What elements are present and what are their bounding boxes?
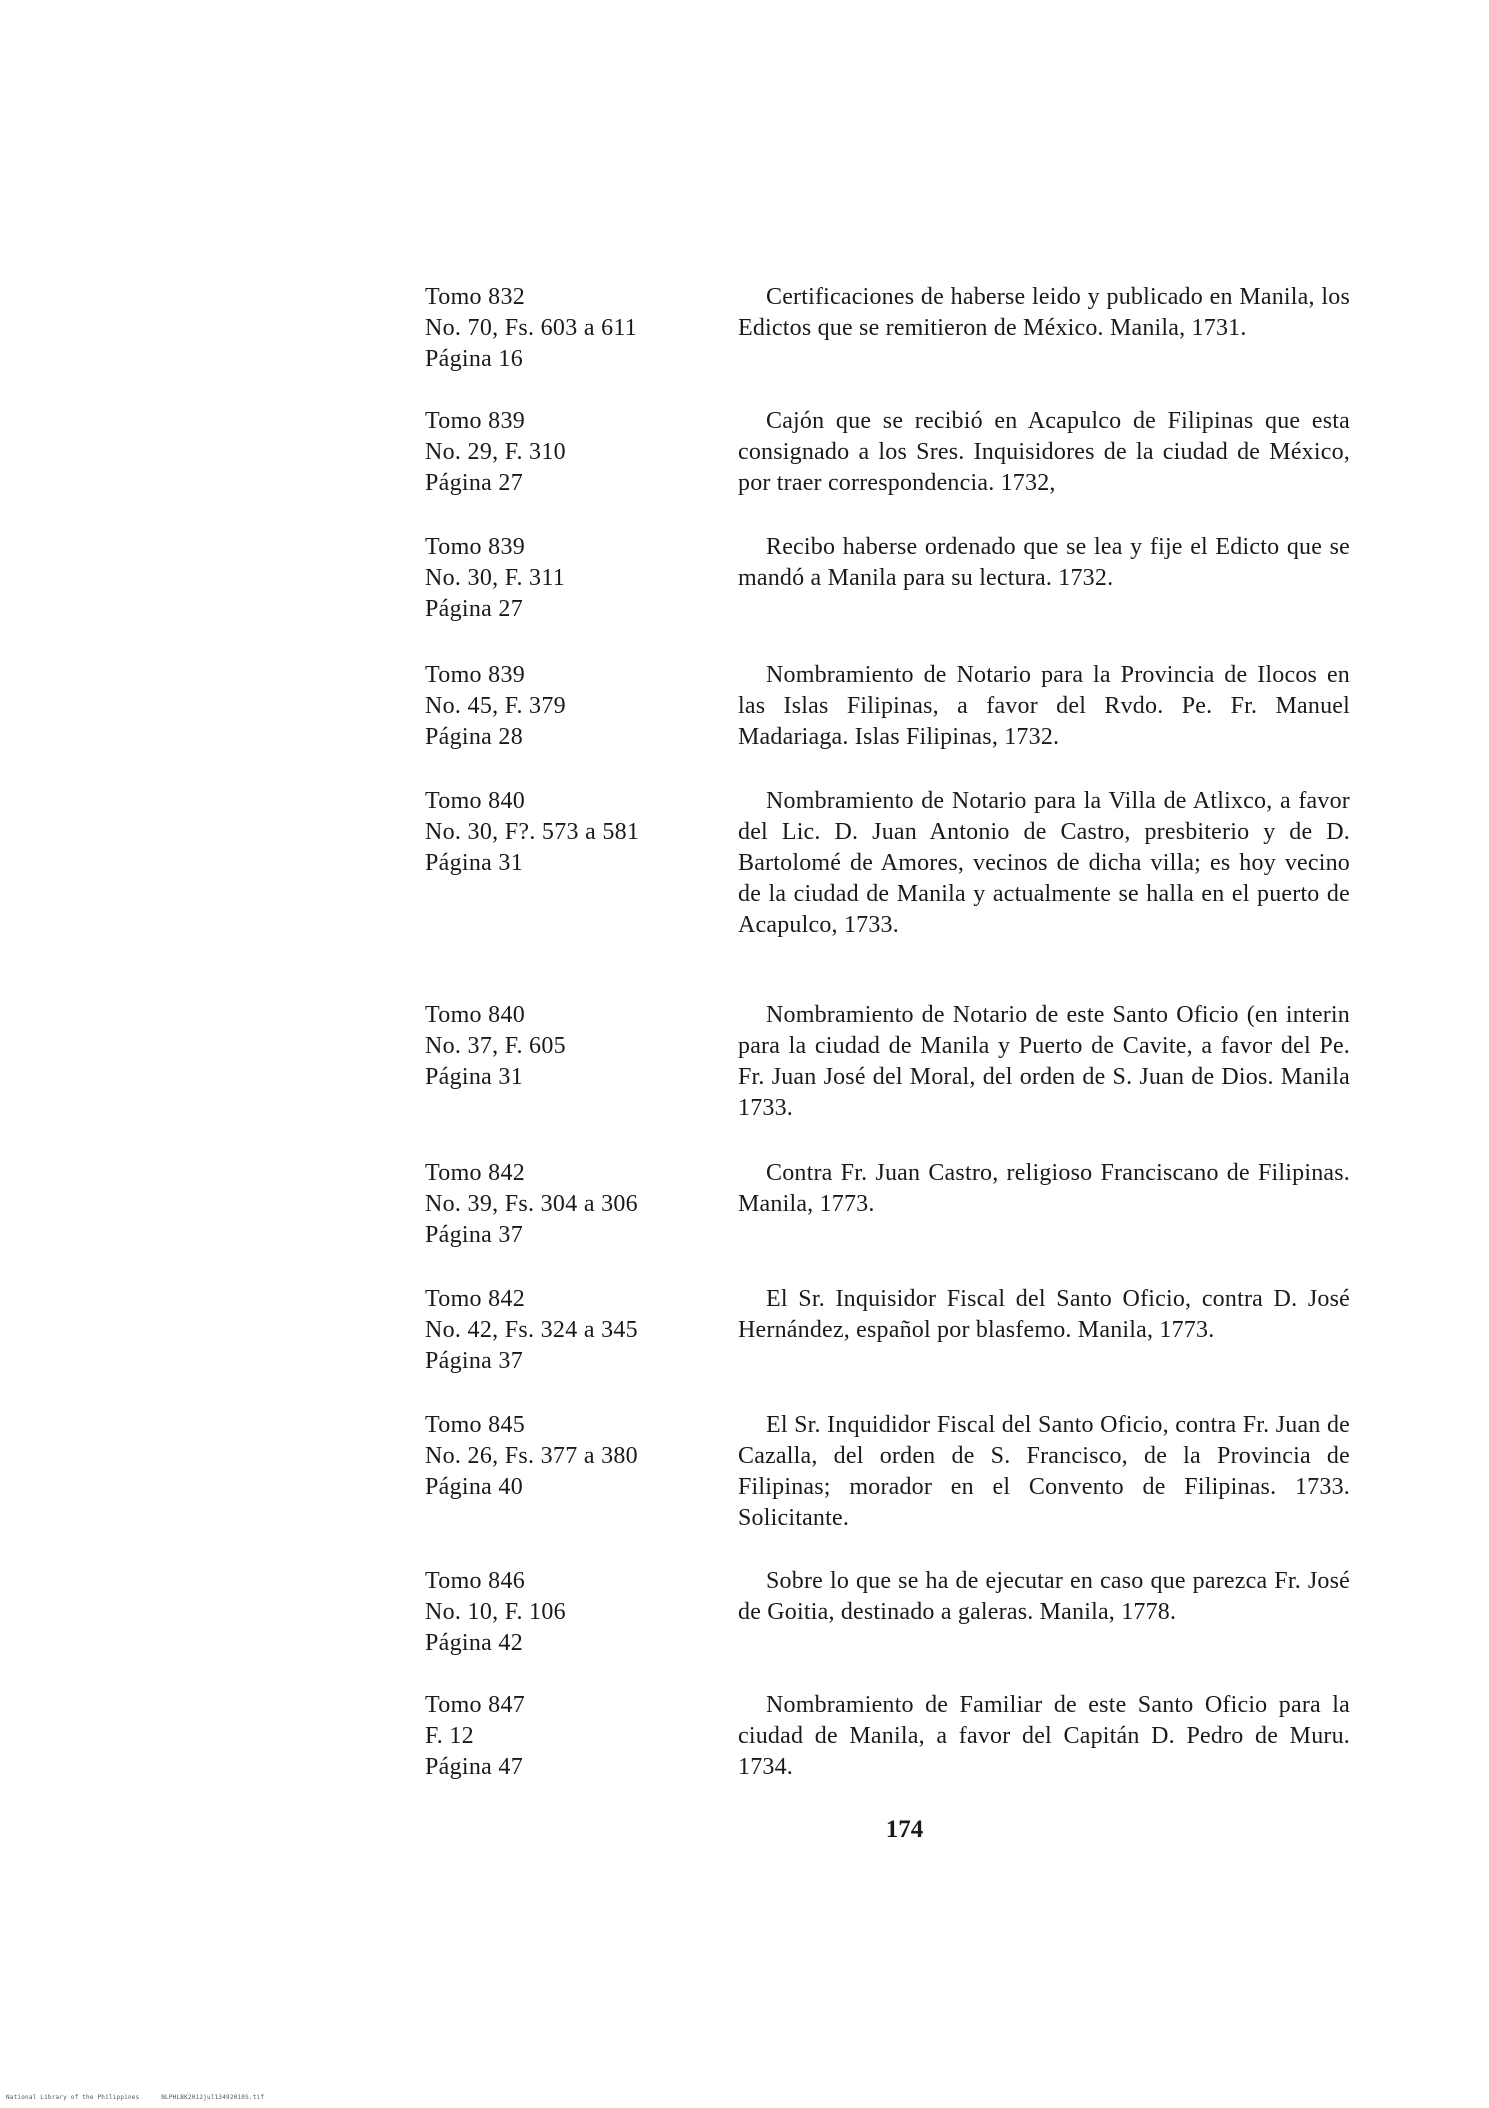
entry-description: Nombramiento de Notario para la Provincia de Ilocos en las Islas Filipinas, a favor del Rvdo. Pe. Fr. Manuel Madariaga. Islas Filipinas, 1732. bbox=[738, 662, 1350, 750]
page-line: Página 37 bbox=[425, 1348, 524, 1374]
folio-line: No. 29, F. 310 bbox=[425, 439, 566, 465]
entry-reference bbox=[425, 1158, 725, 1251]
entry-reference bbox=[425, 406, 725, 499]
entry-description: Nombramiento de Notario para la Villa de Atlixco, a favor del Lic. D. Juan Antonio de Castro, presbiterio y de D. Bartolomé de Amores, vecinos de dicha villa; es hoy vecino de la ciudad de Manila y actualmente se halla en el puerto de Acapulco, 1733. bbox=[738, 788, 1350, 938]
page-line: Página 40 bbox=[425, 1474, 524, 1500]
entry-reference bbox=[425, 1410, 725, 1503]
entry-reference bbox=[425, 660, 725, 753]
folio-line: F. 12 bbox=[425, 1723, 474, 1749]
entry-description: Nombramiento de Notario de este Santo Oficio (en interin para la ciudad de Manila y Puerto de Cavite, a favor del Pe. Fr. Juan José del Moral, del orden de S. Juan de Dios. Manila 1733. bbox=[738, 1002, 1350, 1121]
folio-line: No. 70, Fs. 603 a 611 bbox=[425, 315, 638, 341]
page-number-text: 174 bbox=[885, 1816, 924, 1843]
entry-description: Cajón que se recibió en Acapulco de Filipinas que esta consignado a los Sres. Inquisidores de la ciudad de México, por traer correspondencia. 1732, bbox=[738, 408, 1350, 496]
tomo-line: Tomo 840 bbox=[425, 1002, 526, 1028]
folio-line: No. 45, F. 379 bbox=[425, 693, 566, 719]
folio-line: No. 30, F. 311 bbox=[425, 565, 566, 591]
tomo-line: Tomo 842 bbox=[425, 1160, 526, 1186]
entry-reference bbox=[425, 1566, 725, 1659]
entry-description: Contra Fr. Juan Castro, religioso Franciscano de Filipinas. Manila, 1773. bbox=[738, 1160, 1350, 1217]
entry-reference bbox=[425, 532, 725, 625]
entry-description: El Sr. Inquisidor Fiscal del Santo Oficio, contra D. José Hernández, español por blasfemo. Manila, 1773. bbox=[738, 1286, 1350, 1343]
tomo-line: Tomo 839 bbox=[425, 534, 526, 560]
folio-line: No. 26, Fs. 377 a 380 bbox=[425, 1443, 638, 1469]
tomo-line: Tomo 842 bbox=[425, 1286, 526, 1312]
entry-description: Recibo haberse ordenado que se lea y fije el Edicto que se mandó a Manila para su lectura. 1732. bbox=[738, 534, 1350, 591]
page-line: Página 28 bbox=[425, 724, 524, 750]
tomo-line: Tomo 847 bbox=[425, 1692, 526, 1718]
entry-reference bbox=[425, 282, 725, 375]
entry-description: Certificaciones de haberse leido y publicado en Manila, los Edictos que se remitieron de México. Manila, 1731. bbox=[738, 284, 1350, 341]
tomo-line: Tomo 839 bbox=[425, 408, 526, 434]
footer-library: National Library of the Philippines bbox=[6, 2094, 140, 2101]
tomo-line: Tomo 845 bbox=[425, 1412, 526, 1438]
folio-line: No. 30, F?. 573 a 581 bbox=[425, 819, 640, 845]
page-line: Página 27 bbox=[425, 596, 524, 622]
entry-description: Sobre lo que se ha de ejecutar en caso que parezca Fr. José de Goitia, destinado a galeras. Manila, 1778. bbox=[738, 1568, 1350, 1625]
folio-line: No. 10, F. 106 bbox=[425, 1599, 566, 1625]
page-line: Página 47 bbox=[425, 1754, 524, 1780]
folio-line: No. 37, F. 605 bbox=[425, 1033, 566, 1059]
scan-footer bbox=[6, 2094, 282, 2101]
page-line: Página 27 bbox=[425, 470, 524, 496]
tomo-line: Tomo 840 bbox=[425, 788, 526, 814]
folio-line: No. 39, Fs. 304 a 306 bbox=[425, 1191, 638, 1217]
page-number bbox=[0, 1816, 1489, 1844]
entry-reference bbox=[425, 786, 725, 879]
page-line: Página 16 bbox=[425, 346, 524, 372]
entry-reference bbox=[425, 1284, 725, 1377]
tomo-line: Tomo 839 bbox=[425, 662, 526, 688]
entry-reference bbox=[425, 1000, 725, 1093]
page-line: Página 31 bbox=[425, 1064, 524, 1090]
entry-description: Nombramiento de Familiar de este Santo Oficio para la ciudad de Manila, a favor del Capitán D. Pedro de Muru. 1734. bbox=[738, 1692, 1350, 1780]
tomo-line: Tomo 832 bbox=[425, 284, 526, 310]
entry-reference bbox=[425, 1690, 725, 1783]
footer-file: NLPHLBK2012jul13492010S.tif bbox=[161, 2094, 265, 2101]
page-line: Página 31 bbox=[425, 850, 524, 876]
tomo-line: Tomo 846 bbox=[425, 1568, 526, 1594]
entry-description: El Sr. Inquididor Fiscal del Santo Oficio, contra Fr. Juan de Cazalla, del orden de S. Francisco, de la Provincia de Filipinas; morador en el Convento de Filipinas. 1733. Solicitante. bbox=[738, 1412, 1350, 1531]
page-line: Página 42 bbox=[425, 1630, 524, 1656]
page-line: Página 37 bbox=[425, 1222, 524, 1248]
folio-line: No. 42, Fs. 324 a 345 bbox=[425, 1317, 638, 1343]
